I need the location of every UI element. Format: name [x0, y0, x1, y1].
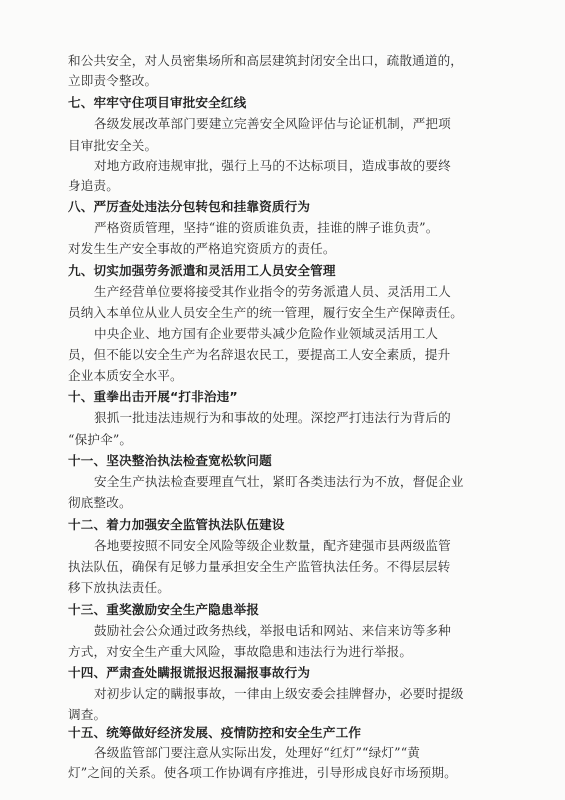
- section-heading: 十二、着力加强安全监管执法队伍建设: [68, 516, 285, 532]
- text-line: 灯”之间的关系。使各项工作协调有序推进，引导形成良好市场预期。: [68, 765, 457, 780]
- text-line: 对地方政府违规审批，强行上马的不达标项目，造成事故的要终: [94, 157, 451, 173]
- text-line: 彻底整改。: [68, 494, 132, 510]
- text-line: 中央企业、地方国有企业要带头减少危险作业领域灵活用工人: [94, 325, 439, 341]
- text-line: 员，但不能以安全生产为名辞退农民工，要提高工人安全素质，提升: [68, 347, 451, 362]
- text-line: 员纳入本单位从业人员安全生产的统一管理，履行安全生产保障责任。: [68, 304, 464, 320]
- text-line: 身追责。: [68, 177, 119, 193]
- section-heading: 九、切实加强劳务派遣和灵活用工人员安全管理: [68, 262, 336, 278]
- text-line: 各级发展改革部门要建立完善安全风险评估与论证机制，严把项: [94, 116, 451, 132]
- text-line: 对发生生产安全事故的严格追究资质方的责任。: [68, 241, 336, 257]
- section-heading: 十、重拳出击开展“打非治违”: [68, 389, 238, 405]
- text-line: 严格资质管理，坚持“谁的资质谁负责，挂谁的牌子谁负责”。: [94, 220, 439, 236]
- text-line: 对初步认定的瞒报事故，一律由上级安委会挂牌督办，必要时提级: [94, 686, 464, 701]
- text-line: 生产经营单位要将接受其作业指令的劳务派遣人员、灵活用工人: [94, 283, 451, 299]
- text-line: “保护伞”。: [68, 431, 133, 447]
- text-line: 安全生产执法检查要理直气壮，紧盯各类违法行为不放，督促企业: [94, 473, 464, 489]
- section-heading: 十一、坚决整治执法检查宽松软问题: [68, 452, 272, 468]
- text-line: 狠抓一批违法违规行为和事故的处理。深挖严打违法行为背后的: [94, 410, 451, 426]
- text-line: 移下放执法责任。: [68, 580, 170, 596]
- text-line: 执法队伍，确保有足够力量承担安全生产监管执法任务。不得层层转: [68, 559, 451, 575]
- section-heading: 十四、严肃查处瞒报谎报迟报漏报事故行为: [68, 664, 311, 680]
- text-line: 立即责令整改。: [68, 73, 158, 89]
- text-line: 各级监管部门要注意从实际出发，处理好“红灯”“绿灯”“黄: [94, 744, 421, 760]
- text-line: 各地要按照不同安全风险等级企业数量，配齐建强市县两级监管: [94, 538, 451, 554]
- section-heading: 十五、统筹做好经济发展、疫情防控和安全生产工作: [68, 724, 362, 740]
- section-heading: 七、牢牢守住项目审批安全红线: [68, 95, 247, 111]
- text-line: 企业本质安全水平。: [68, 368, 183, 384]
- text-line: 鼓励社会公众通过政务热线，举报电话和网站、来信来访等多种: [94, 622, 451, 638]
- section-heading: 十三、重奖激励安全生产隐患举报: [68, 601, 260, 617]
- text-line: 目审批安全关。: [68, 137, 158, 153]
- text-line: 调查。: [68, 707, 107, 723]
- text-line: 和公共安全，对人员密集场所和高层建筑封闭安全出口，疏散通道的，: [68, 53, 464, 68]
- text-line: 方式，对安全生产重大风险，事故隐患和违法行为进行举报。: [68, 643, 413, 659]
- section-heading: 八、严厉查处违法分包转包和挂靠资质行为: [68, 199, 311, 215]
